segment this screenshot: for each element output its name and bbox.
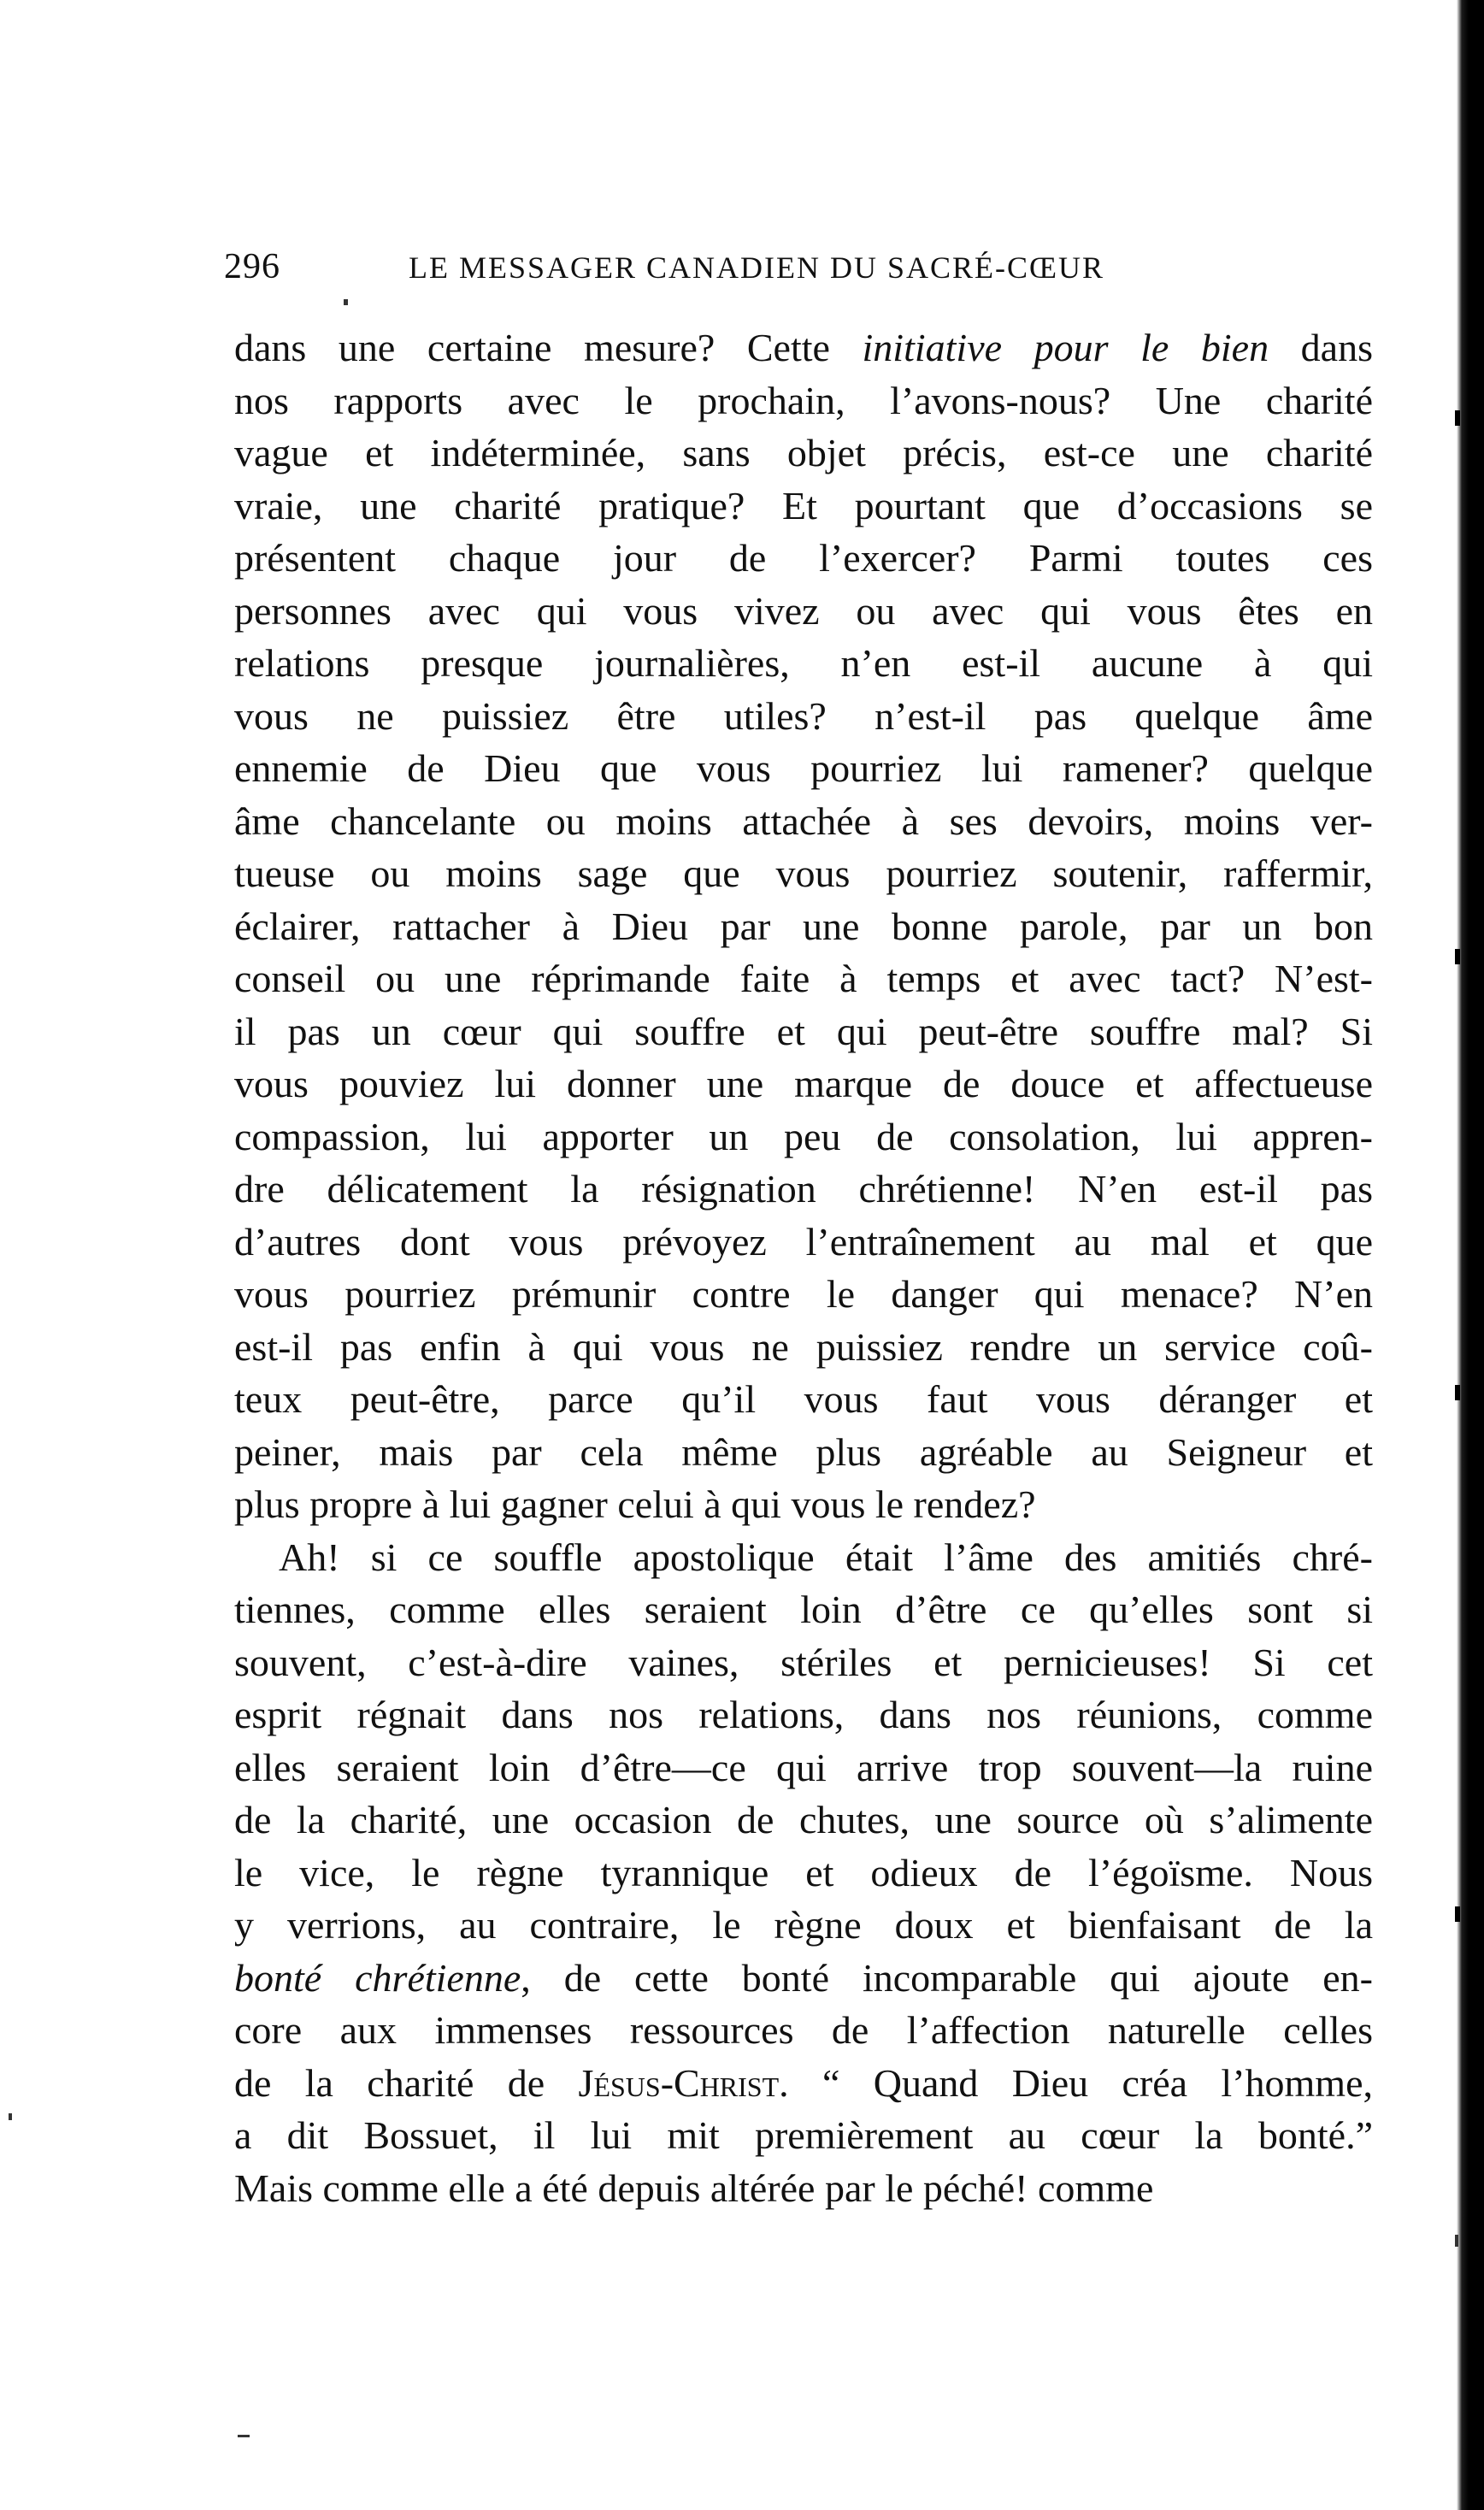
scan-binding-shadow <box>1457 0 1484 2510</box>
ink-speck <box>238 2435 250 2437</box>
page-number: 296 <box>224 247 280 286</box>
text-run: tueuse ou moins sage que vous pourriez soutenir, raffermir, <box>234 851 1373 895</box>
text-line <box>234 637 1373 690</box>
text-line <box>234 585 1373 638</box>
text-line <box>234 2109 1373 2162</box>
italic-text: initiative pour le bien <box>862 326 1269 369</box>
text-run: teux peut-être, parce qu’il vous faut vous déranger et <box>234 1377 1373 1421</box>
text-line <box>234 374 1373 427</box>
text-run: compassion, lui apporter un peu de consolation, lui appren- <box>234 1114 1373 1158</box>
text-line <box>234 1321 1373 1374</box>
text-line <box>234 2057 1373 2110</box>
text-line <box>234 480 1373 533</box>
running-head <box>224 246 1374 298</box>
text-line <box>234 321 1373 374</box>
scan-speck <box>1455 1385 1460 1400</box>
text-run: vous pourriez prémunir contre le danger qui menace? N’en <box>234 1272 1373 1316</box>
text-run: . “ Quand Dieu créa l’homme, <box>779 2060 1373 2105</box>
text-line <box>234 1268 1373 1321</box>
text-line <box>234 952 1373 1005</box>
text-run: souvent, c’est-à-dire vaines, stériles et pernicieuses! Si cet <box>234 1640 1373 1684</box>
text-line <box>234 690 1373 743</box>
text-line <box>234 1952 1373 2005</box>
text-line <box>234 2004 1373 2057</box>
text-run: vous pouviez lui donner une marque de douce et affectueuse <box>234 1062 1373 1105</box>
text-line <box>234 1005 1373 1058</box>
text-run: tiennes, comme elles seraient loin d’être ce qu’elles sont si <box>234 1588 1373 1631</box>
text-line <box>234 1373 1373 1426</box>
text-run: il pas un cœur qui souffre et qui peut-être souffre mal? Si <box>234 1009 1373 1053</box>
text-line <box>234 742 1373 795</box>
text-line <box>234 1426 1373 1479</box>
text-line <box>234 427 1373 480</box>
text-run: dre délicatement la résignation chrétienne! N’en est-il pas <box>234 1167 1373 1211</box>
text-line <box>234 2162 1373 2215</box>
text-run: esprit régnait dans nos relations, dans nos réunions, comme <box>234 1693 1373 1736</box>
text-line <box>234 1794 1373 1847</box>
text-run: le vice, le règne tyrannique et odieux de l’égoïsme. Nous <box>234 1850 1373 1894</box>
scan-speck <box>1455 410 1460 426</box>
text-run: Mais comme elle a été depuis altérée par le péché! comme <box>234 2165 1154 2210</box>
text-run: vraie, une charité pratique? Et pourtant que d’occasions se <box>234 483 1373 527</box>
text-run: nos rapports avec le prochain, l’avons-nous? Une charité <box>234 378 1373 422</box>
text-run: conseil ou une réprimande faite à temps et avec tact? N’est- <box>234 957 1373 1000</box>
text-run: vous ne puissiez être utiles? n’est-il pas quelque âme <box>234 693 1373 738</box>
scan-speck <box>1455 1906 1460 1922</box>
text-run: personnes avec qui vous vivez ou avec qui vous êtes en <box>234 588 1373 633</box>
text-run: plus propre à lui gagner celui à qui vous le rendez? <box>234 1482 1036 1526</box>
ink-speck <box>1455 2235 1458 2247</box>
ink-speck <box>344 299 348 305</box>
small-caps-text: Jésus-Christ <box>578 2060 780 2105</box>
text-run: Ah! si ce souffle apostolique était l’âme des amitiés chré- <box>279 1535 1373 1579</box>
text-run: présentent chaque jour de l’exercer? Parmi toutes ces <box>234 536 1373 580</box>
text-run: de la charité, une occasion de chutes, une source où s’alimente <box>234 1798 1373 1841</box>
body-text <box>234 321 1373 2214</box>
text-line <box>234 1636 1373 1689</box>
text-line <box>234 532 1373 585</box>
text-line <box>234 847 1373 900</box>
text-line <box>234 1111 1373 1164</box>
text-line <box>234 795 1373 848</box>
text-run: éclairer, rattacher à Dieu par une bonne parole, par un bon <box>234 904 1373 948</box>
text-line <box>234 1583 1373 1636</box>
text-run: y verrions, au contraire, le règne doux et bienfaisant de la <box>234 1903 1373 1947</box>
text-line <box>234 1847 1373 1900</box>
text-run: a dit Bossuet, il lui mit premièrement au cœur la bonté.” <box>234 2113 1373 2157</box>
running-head-title: LE MESSAGER CANADIEN DU SACRÉ-CŒUR <box>409 250 1105 285</box>
scan-speck <box>1455 949 1460 964</box>
text-run: dans <box>1269 326 1373 369</box>
text-line <box>234 1899 1373 1952</box>
text-run: de la charité de <box>234 2060 579 2105</box>
text-run: âme chancelante ou moins attachée à ses devoirs, moins ver- <box>234 798 1373 843</box>
text-run: dans une certaine mesure? Cette <box>234 326 863 369</box>
text-run: vague et indéterminée, sans objet précis, est-ce une charité <box>234 431 1373 474</box>
text-line <box>234 1531 1373 1584</box>
text-line <box>234 1741 1373 1794</box>
italic-text: bonté chrétienne <box>234 1955 521 2000</box>
text-run: peiner, mais par cela même plus agréable au Seigneur et <box>234 1429 1373 1474</box>
text-run: ennemie de Dieu que vous pourriez lui ramener? quelque <box>234 746 1373 790</box>
text-line <box>234 1688 1373 1741</box>
text-run: , de cette bonté incomparable qui ajoute en- <box>521 1955 1373 2000</box>
text-line <box>234 1163 1373 1216</box>
text-run: elles seraient loin d’être—ce qui arrive trop souvent—la ruine <box>234 1745 1373 1789</box>
text-run: core aux immenses ressources de l’affection naturelle celles <box>234 2008 1373 2052</box>
text-line <box>234 1216 1373 1269</box>
text-line <box>234 900 1373 953</box>
text-run: relations presque journalières, n’en est-il aucune à qui <box>234 641 1373 685</box>
ink-speck <box>9 2113 12 2120</box>
text-run: est-il pas enfin à qui vous ne puissiez rendre un service coû- <box>234 1324 1373 1369</box>
text-line <box>234 1478 1373 1531</box>
text-line <box>234 1058 1373 1111</box>
text-run: d’autres dont vous prévoyez l’entraînement au mal et que <box>234 1219 1373 1264</box>
